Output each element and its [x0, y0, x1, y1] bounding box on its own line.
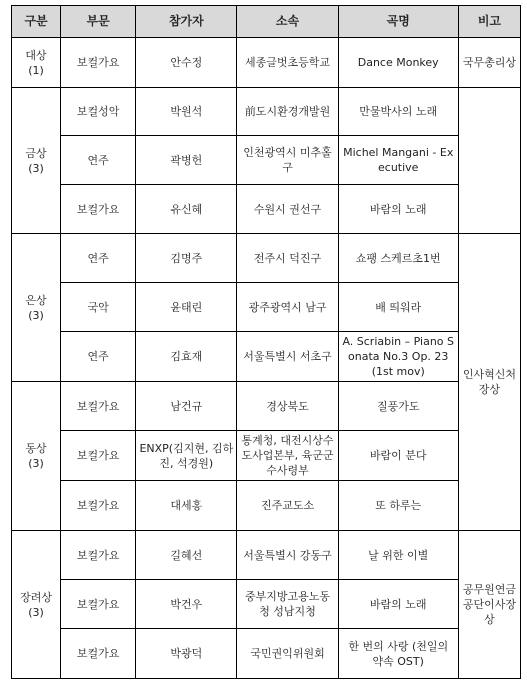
award-cell: [12, 531, 61, 679]
table-row: [12, 332, 521, 382]
header-affiliation: 소속: [237, 6, 338, 38]
participant-cell: 대세홍: [136, 481, 237, 531]
table-row: [12, 136, 521, 185]
participant-cell: 길혜선: [136, 531, 237, 580]
affiliation-cell: 수원시 권선구: [237, 185, 338, 234]
table-row: [12, 38, 521, 88]
award-count: (3): [28, 605, 44, 619]
division-cell: 보컬가요: [61, 580, 136, 629]
affiliation-cell: 서울특별시 서초구: [237, 332, 338, 382]
division-cell: 보컬가요: [61, 185, 136, 234]
affiliation-cell: 진주교도소: [237, 481, 338, 531]
remark-cell: 인사혁신처장상: [458, 234, 520, 531]
header-division: 부문: [61, 6, 136, 38]
award-cell: [12, 382, 61, 531]
award-count: (1): [28, 63, 44, 77]
song-cell: 또 하루는: [338, 481, 458, 531]
award-count: (3): [28, 161, 44, 175]
remark-cell-empty: [458, 88, 520, 234]
song-cell: 배 띄워라: [338, 283, 458, 332]
award-count: (3): [28, 308, 44, 322]
affiliation-cell: 국민권익위원회: [237, 629, 338, 679]
affiliation-cell: 前도시환경개발원: [237, 88, 338, 136]
division-cell: 연주: [61, 234, 136, 283]
division-cell: 보컬성악: [61, 88, 136, 136]
table-row: [12, 283, 521, 332]
header-participant: 참가자: [136, 6, 237, 38]
song-cell: Dance Monkey: [338, 38, 458, 88]
division-cell: 보컬가요: [61, 38, 136, 88]
header-row: [12, 6, 521, 38]
participant-cell: 안수정: [136, 38, 237, 88]
affiliation-cell: 전주시 덕진구: [237, 234, 338, 283]
song-cell: 바람의 노래: [338, 580, 458, 629]
affiliation-cell: 서울특별시 강동구: [237, 531, 338, 580]
division-cell: 보컬가요: [61, 481, 136, 531]
participant-cell: 남건규: [136, 382, 237, 431]
song-cell: 바람의 노래: [338, 185, 458, 234]
table-row: [12, 629, 521, 679]
song-cell: 쇼팽 스케르초1번: [338, 234, 458, 283]
song-cell: A. Scriabin – Piano Sonata No.3 Op. 23 (1st mov): [338, 332, 458, 382]
affiliation-cell: 중부지방고용노동청 성남지청: [237, 580, 338, 629]
division-cell: 보컬가요: [61, 629, 136, 679]
table-row: [12, 431, 521, 481]
affiliation-cell: 통계청, 대전시상수도사업본부, 육군군수사령부: [237, 431, 338, 481]
table-row: [12, 580, 521, 629]
affiliation-cell: 경상북도: [237, 382, 338, 431]
table-row: [12, 531, 521, 580]
header-category: 구분: [12, 6, 61, 38]
award-name: 장려상: [20, 590, 52, 604]
affiliation-cell: 세종글벗초등학교: [237, 38, 338, 88]
affiliation-cell: 인천광역시 미추홀구: [237, 136, 338, 185]
participant-cell: 박건우: [136, 580, 237, 629]
affiliation-cell: 광주광역시 남구: [237, 283, 338, 332]
award-cell: [12, 88, 61, 234]
award-name: 대상: [25, 48, 47, 62]
division-cell: 보컬가요: [61, 531, 136, 580]
division-cell: 연주: [61, 136, 136, 185]
song-cell: 바람이 분다: [338, 431, 458, 481]
participant-cell: 박원석: [136, 88, 237, 136]
participant-cell: 박광덕: [136, 629, 237, 679]
participant-cell: ENXP(김지현, 김하진, 석경원): [136, 431, 237, 481]
award-count: (3): [28, 457, 44, 470]
remark-cell: 공무원연금공단이사장상: [458, 531, 520, 679]
division-cell: 연주: [61, 332, 136, 382]
song-cell: 질풍가도: [338, 382, 458, 431]
award-name: 동상: [25, 442, 47, 455]
participant-cell: 김효재: [136, 332, 237, 382]
song-cell: Michel Mangani - Executive: [338, 136, 458, 185]
award-cell: [12, 38, 61, 88]
award-name: 은상: [25, 293, 47, 307]
table-row: [12, 185, 521, 234]
participant-cell: 곽병헌: [136, 136, 237, 185]
division-cell: 보컬가요: [61, 431, 136, 481]
header-remarks: 비고: [458, 6, 520, 38]
participant-cell: 윤태린: [136, 283, 237, 332]
awards-table: [11, 5, 521, 679]
table-row: [12, 481, 521, 531]
award-name: 금상: [25, 146, 47, 160]
participant-cell: 유신혜: [136, 185, 237, 234]
award-cell: [12, 234, 61, 382]
song-cell: 한 번의 사랑 (천일의 약속 OST): [338, 629, 458, 679]
participant-cell: 김명주: [136, 234, 237, 283]
remark-cell: 국무총리상: [458, 38, 520, 88]
division-cell: 국악: [61, 283, 136, 332]
table-row: [12, 382, 521, 431]
division-cell: 보컬가요: [61, 382, 136, 431]
song-cell: 날 위한 이별: [338, 531, 458, 580]
table-row: [12, 88, 521, 136]
table-row: [12, 234, 521, 283]
header-song: 곡명: [338, 6, 458, 38]
song-cell: 만물박사의 노래: [338, 88, 458, 136]
